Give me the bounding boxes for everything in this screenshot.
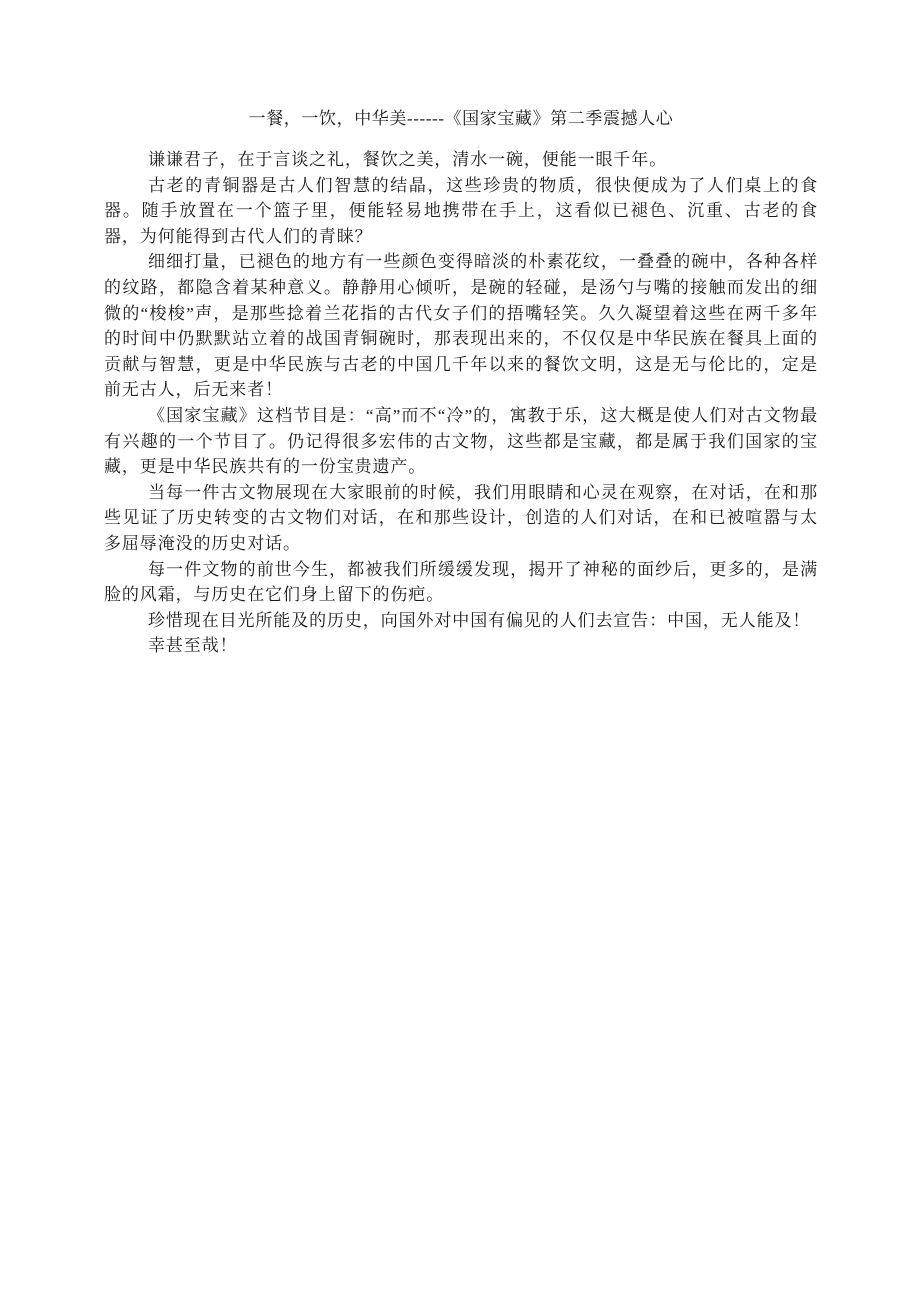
paragraph: 幸甚至哉！ [148,636,238,656]
paragraph: 细细打量，已褪色的地方有一些颜色变得暗淡的朴素花纹，一叠叠的碗中，各种各样的纹路，都隐含着某种意义。静静用心倾听，是碗的轻碰，是汤勺与嘴的接触而发出的细微的“梭梭”声，是那些捻着兰花指的古代女子们的捂嘴轻笑。久久凝望着这些在两千多年的时间中仍默默站立着的战国青铜碗时，那表现出来的，不仅仅是中华民族在餐具上面的贡献与智慧，更是中华民族与古老的中国几千年以来的餐饮文明，这是无与伦比的，定是前无古人，后无来者！ [104,252,818,400]
paragraph: 《国家宝藏》这档节目是：“高”而不“冷”的，寓教于乐，这大概是使人们对古文物最有兴趣的一个节目了。仍记得很多宏伟的古文物，这些都是宝藏，都是属于我们国家的宝藏，更是中华民族共有的一份宝贵遗产。 [104,405,818,477]
document-title: 一餐，一饮，中华美------《国家宝藏》第二季震撼人心 [248,109,674,128]
paragraph: 每一件文物的前世今生，都被我们所缓缓发现，揭开了神秘的面纱后，更多的，是满脸的风霜，与历史在它们身上留下的伤疤。 [104,559,818,605]
paragraph: 当每一件古文物展现在大家眼前的时候，我们用眼睛和心灵在观察，在对话，在和那些见证了历史转变的古文物们对话，在和那些设计，创造的人们对话，在和已被喧嚣与太多屈辱淹没的历史对话。 [104,482,818,553]
paragraph: 谦谦君子，在于言谈之礼，餐饮之美，清水一碗，便能一眼千年。 [148,150,668,169]
paragraph: 珍惜现在目光所能及的历史，向国外对中国有偏见的人们去宣告：中国，无人能及！ [148,610,811,630]
paragraph: 古老的青铜器是古人们智慧的结晶，这些珍贵的物质，很快便成为了人们桌上的食器。随手放置在一个篮子里，便能轻易地携带在手上，这看似已褪色、沉重、古老的食器，为何能得到古代人们的青睐？ [104,175,818,246]
